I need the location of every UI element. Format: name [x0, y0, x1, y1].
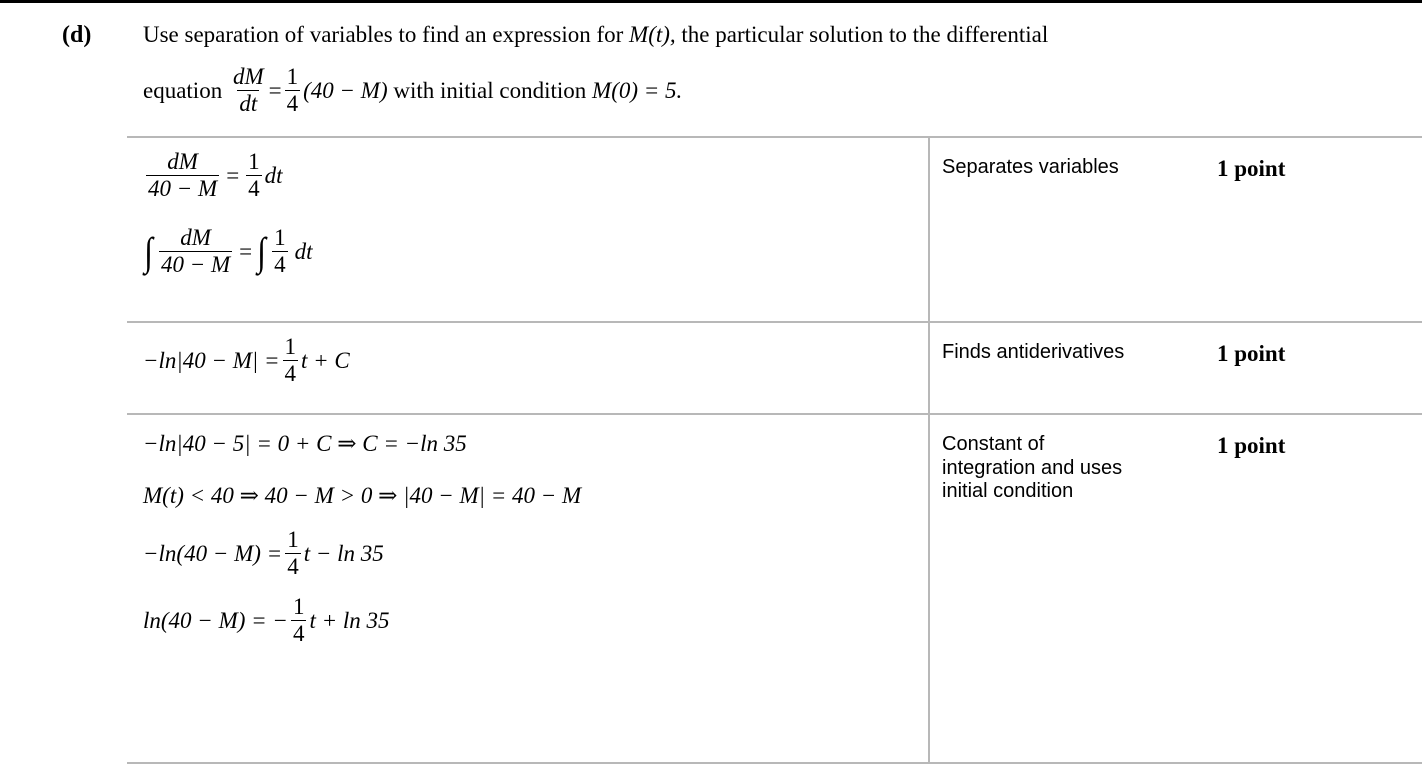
work-fraction: [146, 150, 219, 201]
work-text: dt: [264, 162, 283, 188]
work-text: t + ln 35: [309, 607, 390, 633]
prompt-with: with initial condition: [393, 77, 587, 103]
fraction-numerator: 1: [284, 334, 297, 359]
work-fraction: [272, 226, 288, 277]
prompt-expression: (40 − M): [303, 77, 388, 103]
fraction-numerator: 1: [292, 594, 305, 619]
work-text: −ln(40 − M) =: [143, 540, 283, 566]
fraction-numerator: dM: [232, 64, 264, 89]
work-fraction: [246, 150, 262, 201]
work-fraction: [291, 595, 307, 646]
work-line: M(t) < 40 ⇒ 40 − M > 0 ⇒ |40 − M| = 40 − M: [143, 483, 582, 508]
work-fraction: [285, 528, 301, 579]
table-row: [127, 413, 1422, 762]
prompt-equation-word: equation: [143, 77, 223, 103]
fraction-denominator: 4: [287, 554, 299, 580]
points-label: 1 point: [1217, 341, 1286, 366]
integral-sign: ∫: [144, 228, 153, 274]
fraction-denominator: 4: [286, 91, 299, 117]
prompt-function: M(t),: [629, 22, 676, 47]
fraction-denominator: 40 − M: [148, 176, 218, 202]
part-label: (d): [62, 22, 92, 48]
equals-sign: =: [226, 162, 240, 188]
fraction-denominator: 4: [274, 252, 286, 278]
fraction-numerator: 1: [287, 527, 299, 552]
equals-sign: =: [239, 238, 253, 264]
top-rule: [0, 0, 1422, 3]
work-line: [143, 335, 350, 386]
prompt-fraction: [285, 65, 301, 116]
table-row: [127, 136, 1422, 321]
prompt-line-1: [143, 22, 1048, 48]
prompt-text: Use separation of variables to find an expression for: [143, 22, 624, 47]
fraction-denominator: 40 − M: [160, 252, 231, 278]
work-text: dt: [294, 238, 313, 264]
fraction-numerator: dM: [167, 149, 198, 174]
work-text: t − ln 35: [303, 540, 384, 566]
fraction-numerator: 1: [274, 225, 286, 250]
prompt-line-2: [143, 65, 682, 116]
prompt-derivative: [231, 65, 266, 116]
points-label: 1 point: [1217, 433, 1286, 458]
fraction-denominator: 4: [292, 621, 305, 647]
work-text: −ln|40 − M| =: [143, 347, 280, 373]
integral-sign: ∫: [257, 228, 267, 274]
work-line: [143, 226, 313, 277]
fraction-denominator: 4: [284, 361, 297, 387]
prompt-condition: M(0) = 5.: [592, 77, 683, 103]
work-fraction: [159, 226, 232, 277]
criterion-text: Separates variables: [942, 156, 1119, 178]
fraction-denominator: dt: [239, 91, 258, 117]
work-text: ln(40 − M) = −: [143, 607, 288, 633]
table-bottom-border: [127, 762, 1422, 764]
points-label: 1 point: [1217, 156, 1286, 181]
table-row: [127, 321, 1422, 413]
work-line: [143, 528, 384, 579]
work-line: [143, 595, 390, 646]
fraction-numerator: 1: [286, 64, 299, 89]
fraction-denominator: 4: [248, 176, 260, 202]
criterion-text: Constant of integration and uses initial condition: [942, 433, 1123, 503]
work-line: [143, 150, 283, 201]
fraction-numerator: dM: [180, 225, 211, 250]
fraction-numerator: 1: [248, 149, 260, 174]
work-fraction: [283, 335, 299, 386]
work-line: −ln|40 − 5| = 0 + C ⇒ C = −ln 35: [143, 431, 467, 456]
prompt-rest: the particular solution to the differential: [681, 22, 1049, 47]
work-text: t + C: [301, 347, 350, 373]
criterion-text: Finds antiderivatives: [942, 341, 1125, 363]
equals-sign: =: [268, 77, 282, 103]
